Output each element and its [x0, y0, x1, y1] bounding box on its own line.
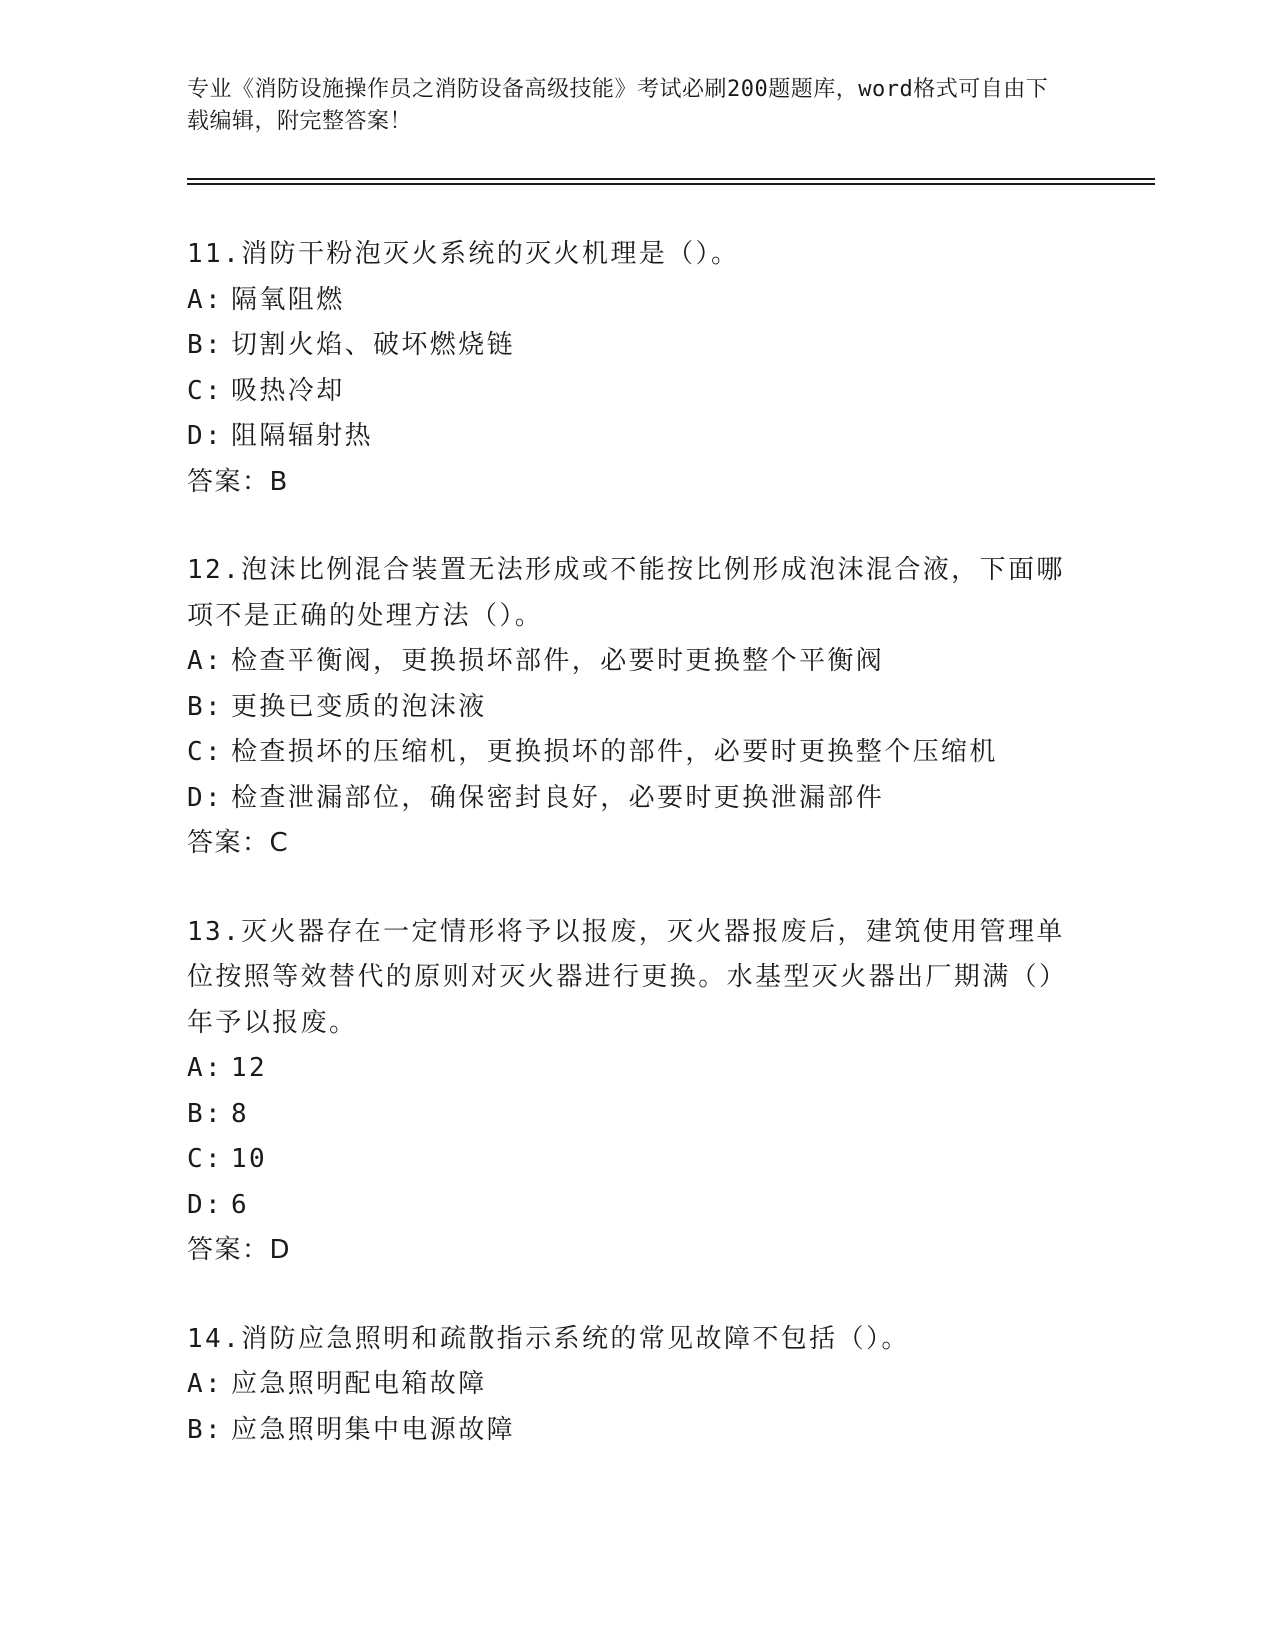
- header-divider-top: [187, 178, 1155, 180]
- option-text: 检查泄漏部位，确保密封良好，必要时更换泄漏部件: [231, 782, 885, 813]
- option-label: B:: [187, 1098, 224, 1129]
- option-label: B:: [187, 330, 224, 360]
- option-a: [187, 1362, 1087, 1408]
- option-label: C:: [187, 737, 224, 767]
- option-d: [187, 776, 1087, 822]
- option-text: 6: [231, 1189, 250, 1220]
- option-d: [187, 1183, 1087, 1229]
- option-text: 检查平衡阀，更换损坏部件，必要时更换整个平衡阀: [231, 646, 885, 676]
- option-text: 检查损坏的压缩机，更换损坏的部件，必要时更换整个压缩机: [231, 737, 998, 767]
- question-text: 13.灭火器存在一定情形将予以报废，灭火器报废后，建筑使用管理单位按照等效替代的原则对灭火器进行更换。水基型灭火器出厂期满（）年予以报废。: [187, 916, 1068, 1038]
- option-label: D:: [187, 782, 224, 813]
- question-text: 12.泡沫比例混合装置无法形成或不能按比例形成泡沫混合液，下面哪项不是正确的处理方法（）。: [187, 555, 1065, 631]
- option-a: [187, 1046, 1087, 1092]
- option-text: 8: [231, 1098, 250, 1129]
- option-text: 应急照明集中电源故障: [231, 1414, 516, 1445]
- option-text: 10: [231, 1144, 268, 1174]
- option-a: [187, 278, 1087, 324]
- option-d: [187, 414, 1087, 460]
- question-14: [187, 1317, 1087, 1454]
- option-label: B:: [187, 1414, 224, 1445]
- answer-line: 答案：B: [187, 466, 289, 497]
- option-label: A:: [187, 646, 224, 676]
- option-b: [187, 685, 1087, 731]
- option-label: A:: [187, 1369, 224, 1399]
- option-label: D:: [187, 1189, 224, 1220]
- option-c: [187, 369, 1087, 415]
- option-b: [187, 1092, 1087, 1138]
- answer-line: 答案：D: [187, 1235, 292, 1265]
- question-text: 14.消防应急照明和疏散指示系统的常见故障不包括（）。: [187, 1323, 910, 1354]
- option-label: D:: [187, 421, 224, 451]
- question-13: [187, 910, 1087, 1274]
- option-text: 隔氧阻燃: [231, 284, 345, 315]
- option-label: A:: [187, 1053, 224, 1083]
- option-text: 阻隔辐射热: [231, 421, 374, 451]
- option-label: C:: [187, 1144, 224, 1174]
- option-c: [187, 1137, 1087, 1183]
- option-b: [187, 1408, 1087, 1454]
- document-header: 专业《消防设施操作员之消防设备高级技能》考试必刷200题题库，word格式可自由下载编辑，附完整答案！: [187, 77, 1049, 134]
- option-a: [187, 639, 1087, 685]
- header-divider-bottom: [187, 183, 1155, 185]
- option-text: 切割火焰、破坏燃烧链: [231, 330, 516, 360]
- option-text: 吸热冷却: [231, 375, 345, 406]
- question-11: [187, 232, 1087, 505]
- answer-line: 答案：C: [187, 828, 290, 858]
- option-c: [187, 730, 1087, 776]
- option-label: B:: [187, 691, 224, 722]
- question-12: [187, 548, 1087, 867]
- option-text: 更换已变质的泡沫液: [231, 691, 487, 722]
- option-label: A:: [187, 284, 224, 315]
- option-b: [187, 323, 1087, 369]
- option-label: C:: [187, 375, 224, 406]
- option-text: 12: [231, 1053, 268, 1083]
- question-text: 11.消防干粉泡灭火系统的灭火机理是（）。: [187, 239, 740, 269]
- question-list: [187, 232, 1087, 1496]
- option-text: 应急照明配电箱故障: [231, 1369, 487, 1399]
